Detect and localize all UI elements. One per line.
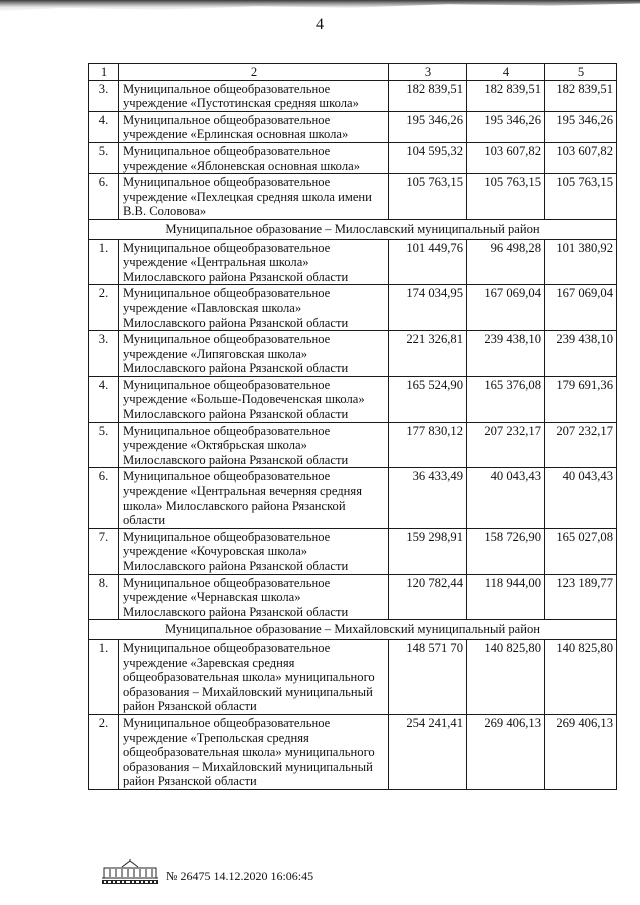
institution-name: Муниципальное общеобразовательное учреждение «Яблоневская основная школа» bbox=[119, 142, 389, 173]
value-col5: 103 607,82 bbox=[545, 142, 617, 173]
row-number: 5. bbox=[89, 142, 119, 173]
value-col3: 105 763,15 bbox=[389, 174, 467, 220]
table-row bbox=[89, 639, 617, 714]
value-col3: 254 241,41 bbox=[389, 714, 467, 789]
row-number: 8. bbox=[89, 574, 119, 620]
value-col4: 118 944,00 bbox=[467, 574, 545, 620]
table-row bbox=[89, 80, 617, 111]
row-number: 4. bbox=[89, 376, 119, 422]
value-col4: 167 069,04 bbox=[467, 285, 545, 331]
data-table bbox=[88, 63, 617, 790]
institution-name: Муниципальное общеобразовательное учреждение «Центральная вечерняя средняя школа» Милославского района Рязанской области bbox=[119, 468, 389, 528]
header-cell: 2 bbox=[119, 64, 389, 81]
value-col5: 182 839,51 bbox=[545, 80, 617, 111]
table-row bbox=[89, 714, 617, 789]
scan-edge-artifact bbox=[0, 0, 640, 14]
section-title-miloslavsky: Муниципальное образование – Милославский муниципальный район bbox=[89, 219, 617, 239]
header-cell: 1 bbox=[89, 64, 119, 81]
value-col4: 239 438,10 bbox=[467, 331, 545, 377]
value-col5: 207 232,17 bbox=[545, 422, 617, 468]
section-header-row bbox=[89, 620, 617, 640]
value-col5: 105 763,15 bbox=[545, 174, 617, 220]
value-col4: 140 825,80 bbox=[467, 639, 545, 714]
value-col5: 140 825,80 bbox=[545, 639, 617, 714]
row-number: 3. bbox=[89, 80, 119, 111]
value-col3: 174 034,95 bbox=[389, 285, 467, 331]
value-col3: 177 830,12 bbox=[389, 422, 467, 468]
value-col5: 239 438,10 bbox=[545, 331, 617, 377]
value-col5: 40 043,43 bbox=[545, 468, 617, 528]
value-col5: 101 380,92 bbox=[545, 239, 617, 285]
row-number: 5. bbox=[89, 422, 119, 468]
value-col4: 158 726,90 bbox=[467, 528, 545, 574]
row-number: 2. bbox=[89, 714, 119, 789]
value-col4: 96 498,28 bbox=[467, 239, 545, 285]
value-col3: 104 595,32 bbox=[389, 142, 467, 173]
registration-number: № 26475 14.12.2020 16:06:45 bbox=[166, 869, 314, 883]
value-col4: 195 346,26 bbox=[467, 111, 545, 142]
value-col3: 165 524,90 bbox=[389, 376, 467, 422]
table-row bbox=[89, 111, 617, 142]
registration-footer bbox=[98, 858, 398, 888]
institution-name: Муниципальное общеобразовательное учреждение «Больше-Подовеченская школа» Милославского района Рязанской области bbox=[119, 376, 389, 422]
header-cell: 3 bbox=[389, 64, 467, 81]
value-col3: 221 326,81 bbox=[389, 331, 467, 377]
value-col4: 40 043,43 bbox=[467, 468, 545, 528]
value-col4: 269 406,13 bbox=[467, 714, 545, 789]
value-col5: 179 691,36 bbox=[545, 376, 617, 422]
table-row bbox=[89, 574, 617, 620]
institution-name: Муниципальное общеобразовательное учреждение «Липяговская школа» Милославского района Рязанской области bbox=[119, 331, 389, 377]
value-col5: 195 346,26 bbox=[545, 111, 617, 142]
government-building-stamp-icon bbox=[98, 858, 162, 886]
value-col5: 165 027,08 bbox=[545, 528, 617, 574]
row-number: 6. bbox=[89, 468, 119, 528]
institution-name: Муниципальное общеобразовательное учреждение «Пустотинская средняя школа» bbox=[119, 80, 389, 111]
value-col3: 159 298,91 bbox=[389, 528, 467, 574]
row-number: 1. bbox=[89, 239, 119, 285]
page-number: 4 bbox=[316, 16, 324, 33]
institution-name: Муниципальное общеобразовательное учреждение «Павловская школа» Милославского района Рязанской области bbox=[119, 285, 389, 331]
row-number: 7. bbox=[89, 528, 119, 574]
table-row bbox=[89, 174, 617, 220]
row-number: 3. bbox=[89, 331, 119, 377]
value-col3: 120 782,44 bbox=[389, 574, 467, 620]
institution-name: Муниципальное общеобразовательное учреждение «Трепольская средняя общеобразовательная школа» муниципального образования – Михайловский муниципальный район Рязанской области bbox=[119, 714, 389, 789]
institution-name: Муниципальное общеобразовательное учреждение «Чернавская школа» Милославского района Рязанской области bbox=[119, 574, 389, 620]
header-cell: 4 bbox=[467, 64, 545, 81]
table-row bbox=[89, 142, 617, 173]
value-col5: 167 069,04 bbox=[545, 285, 617, 331]
value-col4: 165 376,08 bbox=[467, 376, 545, 422]
table-row bbox=[89, 528, 617, 574]
value-col5: 123 189,77 bbox=[545, 574, 617, 620]
table-row bbox=[89, 376, 617, 422]
table-row bbox=[89, 239, 617, 285]
table-header-row bbox=[89, 64, 617, 81]
section-header-row bbox=[89, 219, 617, 239]
value-col3: 101 449,76 bbox=[389, 239, 467, 285]
value-col4: 105 763,15 bbox=[467, 174, 545, 220]
table-row bbox=[89, 468, 617, 528]
value-col5: 269 406,13 bbox=[545, 714, 617, 789]
header-cell: 5 bbox=[545, 64, 617, 81]
table-row bbox=[89, 285, 617, 331]
value-col3: 36 433,49 bbox=[389, 468, 467, 528]
value-col4: 182 839,51 bbox=[467, 80, 545, 111]
value-col3: 182 839,51 bbox=[389, 80, 467, 111]
institution-name: Муниципальное общеобразовательное учреждение «Октябрьская школа» Милославского района Рязанской области bbox=[119, 422, 389, 468]
value-col4: 103 607,82 bbox=[467, 142, 545, 173]
institution-name: Муниципальное общеобразовательное учреждение «Пехлецкая средняя школа имени В.В. Соловова» bbox=[119, 174, 389, 220]
row-number: 1. bbox=[89, 639, 119, 714]
row-number: 2. bbox=[89, 285, 119, 331]
section-title-mikhailovsky: Муниципальное образование – Михайловский муниципальный район bbox=[89, 620, 617, 640]
institution-name: Муниципальное общеобразовательное учреждение «Ерлинская основная школа» bbox=[119, 111, 389, 142]
value-col3: 195 346,26 bbox=[389, 111, 467, 142]
table-row bbox=[89, 422, 617, 468]
row-number: 6. bbox=[89, 174, 119, 220]
table-row bbox=[89, 331, 617, 377]
row-number: 4. bbox=[89, 111, 119, 142]
institution-name: Муниципальное общеобразовательное учреждение «Заревская средняя общеобразовательная школа» муниципального образования – Михайловский муниципальный район Рязанской области bbox=[119, 639, 389, 714]
value-col3: 148 571 70 bbox=[389, 639, 467, 714]
value-col4: 207 232,17 bbox=[467, 422, 545, 468]
institution-name: Муниципальное общеобразовательное учреждение «Центральная школа» Милославского района Рязанской области bbox=[119, 239, 389, 285]
institution-name: Муниципальное общеобразовательное учреждение «Кочуровская школа» Милославского района Рязанской области bbox=[119, 528, 389, 574]
